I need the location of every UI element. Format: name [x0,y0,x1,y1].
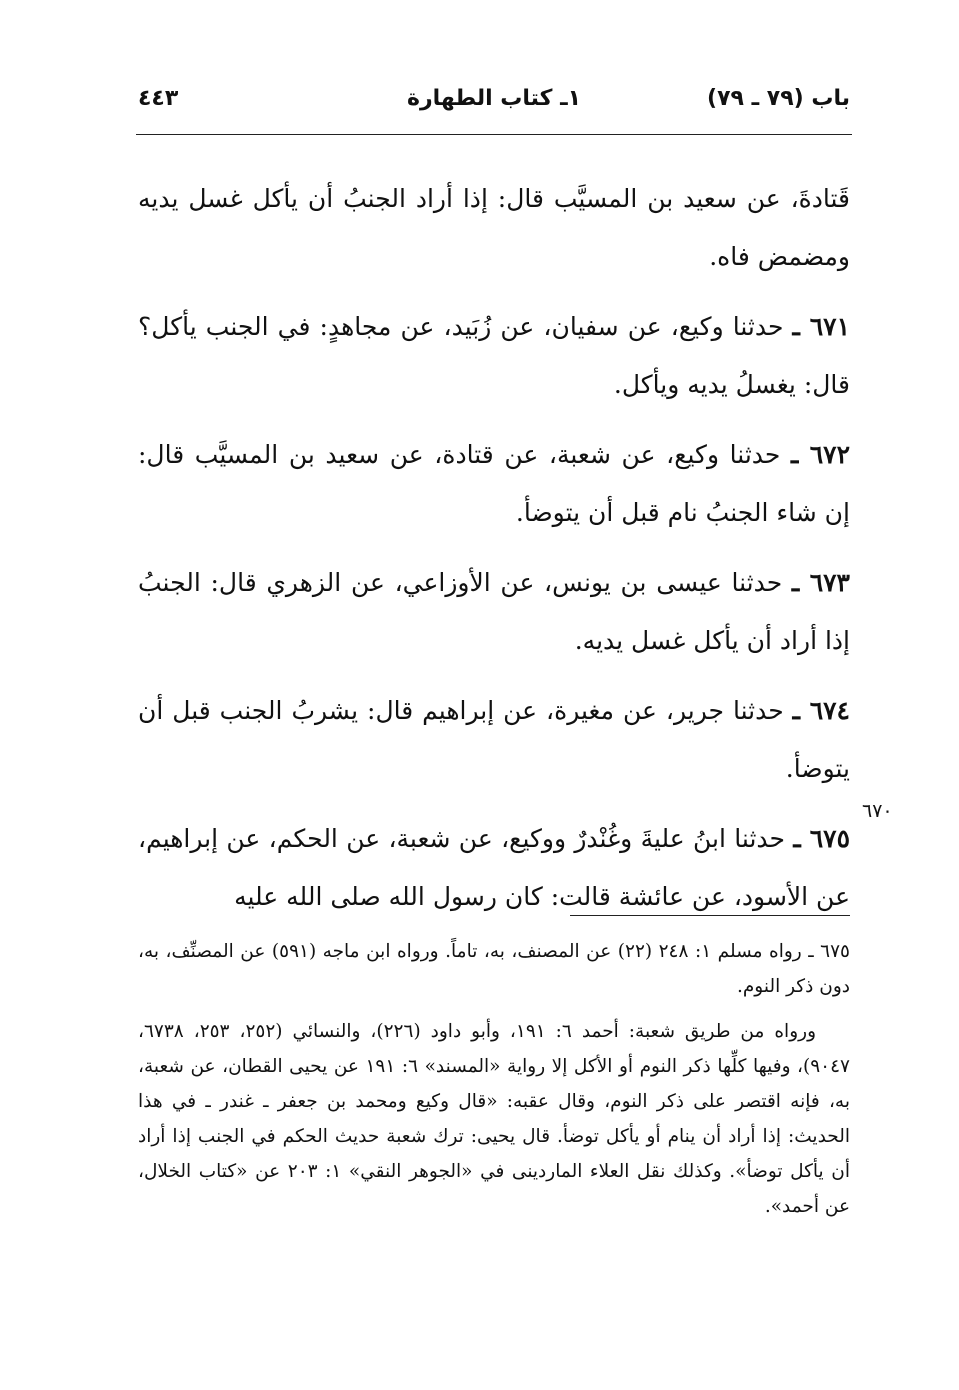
page-number: ٤٤٣ [138,86,179,111]
hadith-text: حدثنا عيسى بن يونس، عن الأوزاعي، عن الزهري قال: الجنبُ إذا أراد أن يأكل غسل يديه. [138,568,850,655]
footnotes [138,934,850,1224]
running-header [138,86,850,122]
marginal-number: ٦٧٠ [862,800,893,822]
book-title: ١ـ كتاب الطهارة [406,86,582,111]
hadith-text: حدثنا وكيع، عن سفيان، عن زُبَيد، عن مجاهدٍ: في الجنب يأكل؟ قال: يغسلُ يديه ويأكل. [138,312,850,399]
hadith-text: قَتادةَ، عن سعيد بن المسيَّب قال: إذا أراد الجنبُ أن يأكل غسل يديه ومضمض فاه. [138,184,850,271]
hadith-paragraph [138,682,850,798]
footnote: ٦٧٥ ـ رواه مسلم ١: ٢٤٨ (٢٢) عن المصنف، به، تاماً. ورواه ابن ماجه (٥٩١) عن المصنِّف، به، دون ذكر النوم. [138,941,850,997]
hadith-paragraph [138,298,850,414]
main-text [138,170,850,926]
hadith-text: حدثنا وكيع، عن شعبة، عن قتادة، عن سعيد بن المسيَّب قال: إن شاء الجنبُ نام قبل أن يتوضأ. [138,440,850,527]
hadith-paragraph [138,170,850,286]
hadith-text: حدثنا جرير، عن مغيرة، عن إبراهيم قال: يشربُ الجنب قبل أن يتوضأ. [138,696,850,783]
hadith-number: ٦٧١ ـ [792,312,851,341]
hadith-number: ٦٧٤ ـ [792,696,850,725]
footnote-rule [570,915,850,916]
footnote: ورواه من طريق شعبة: أحمد ٦: ١٩١، وأبو داود (٢٢٦)، والنسائي (٢٥٢، ٢٥٣، ٦٧٣٨، ٩٠٤٧)، وفيها كلِّها ذكر النوم أو الأكل إلا رواية «المسند» ٦: ١٩١ عن يحيى القطان، عن شعبة، به، فإنه اقتصر على ذكر النوم، وقال عقبه: «قال وكيع ومحمد بن جعفر ـ غندر ـ في هذا الحديث: إذا أراد أن ينام أو يأكل توضأ. قال يحيى: ترك شعبة حديث الحكم في الجنب إذا أراد أن يأكل توضأ». وكذلك نقل العلاء الماردينى في «الجوهر النقي» ١: ٢٠٣ عن «كتاب الخلال، عن أحمد». [138,1021,850,1217]
header-rule [136,134,852,135]
hadith-text: حدثنا ابنُ عليةَ وغُنْدرٌ ووكيع، عن شعبة، عن الحكم، عن إبراهيم، عن الأسود، عن عائشة قالت: كان رسول الله صلى الله عليه [138,824,850,911]
hadith-paragraph [138,426,850,542]
hadith-paragraph [138,810,850,926]
hadith-number: ٦٧٢ ـ [791,440,851,469]
hadith-paragraph [138,554,850,670]
hadith-number: ٦٧٥ ـ [793,824,851,853]
chapter-title: باب (٧٩ ـ ٧٩) [707,86,850,111]
hadith-number: ٦٧٣ ـ [791,568,850,597]
